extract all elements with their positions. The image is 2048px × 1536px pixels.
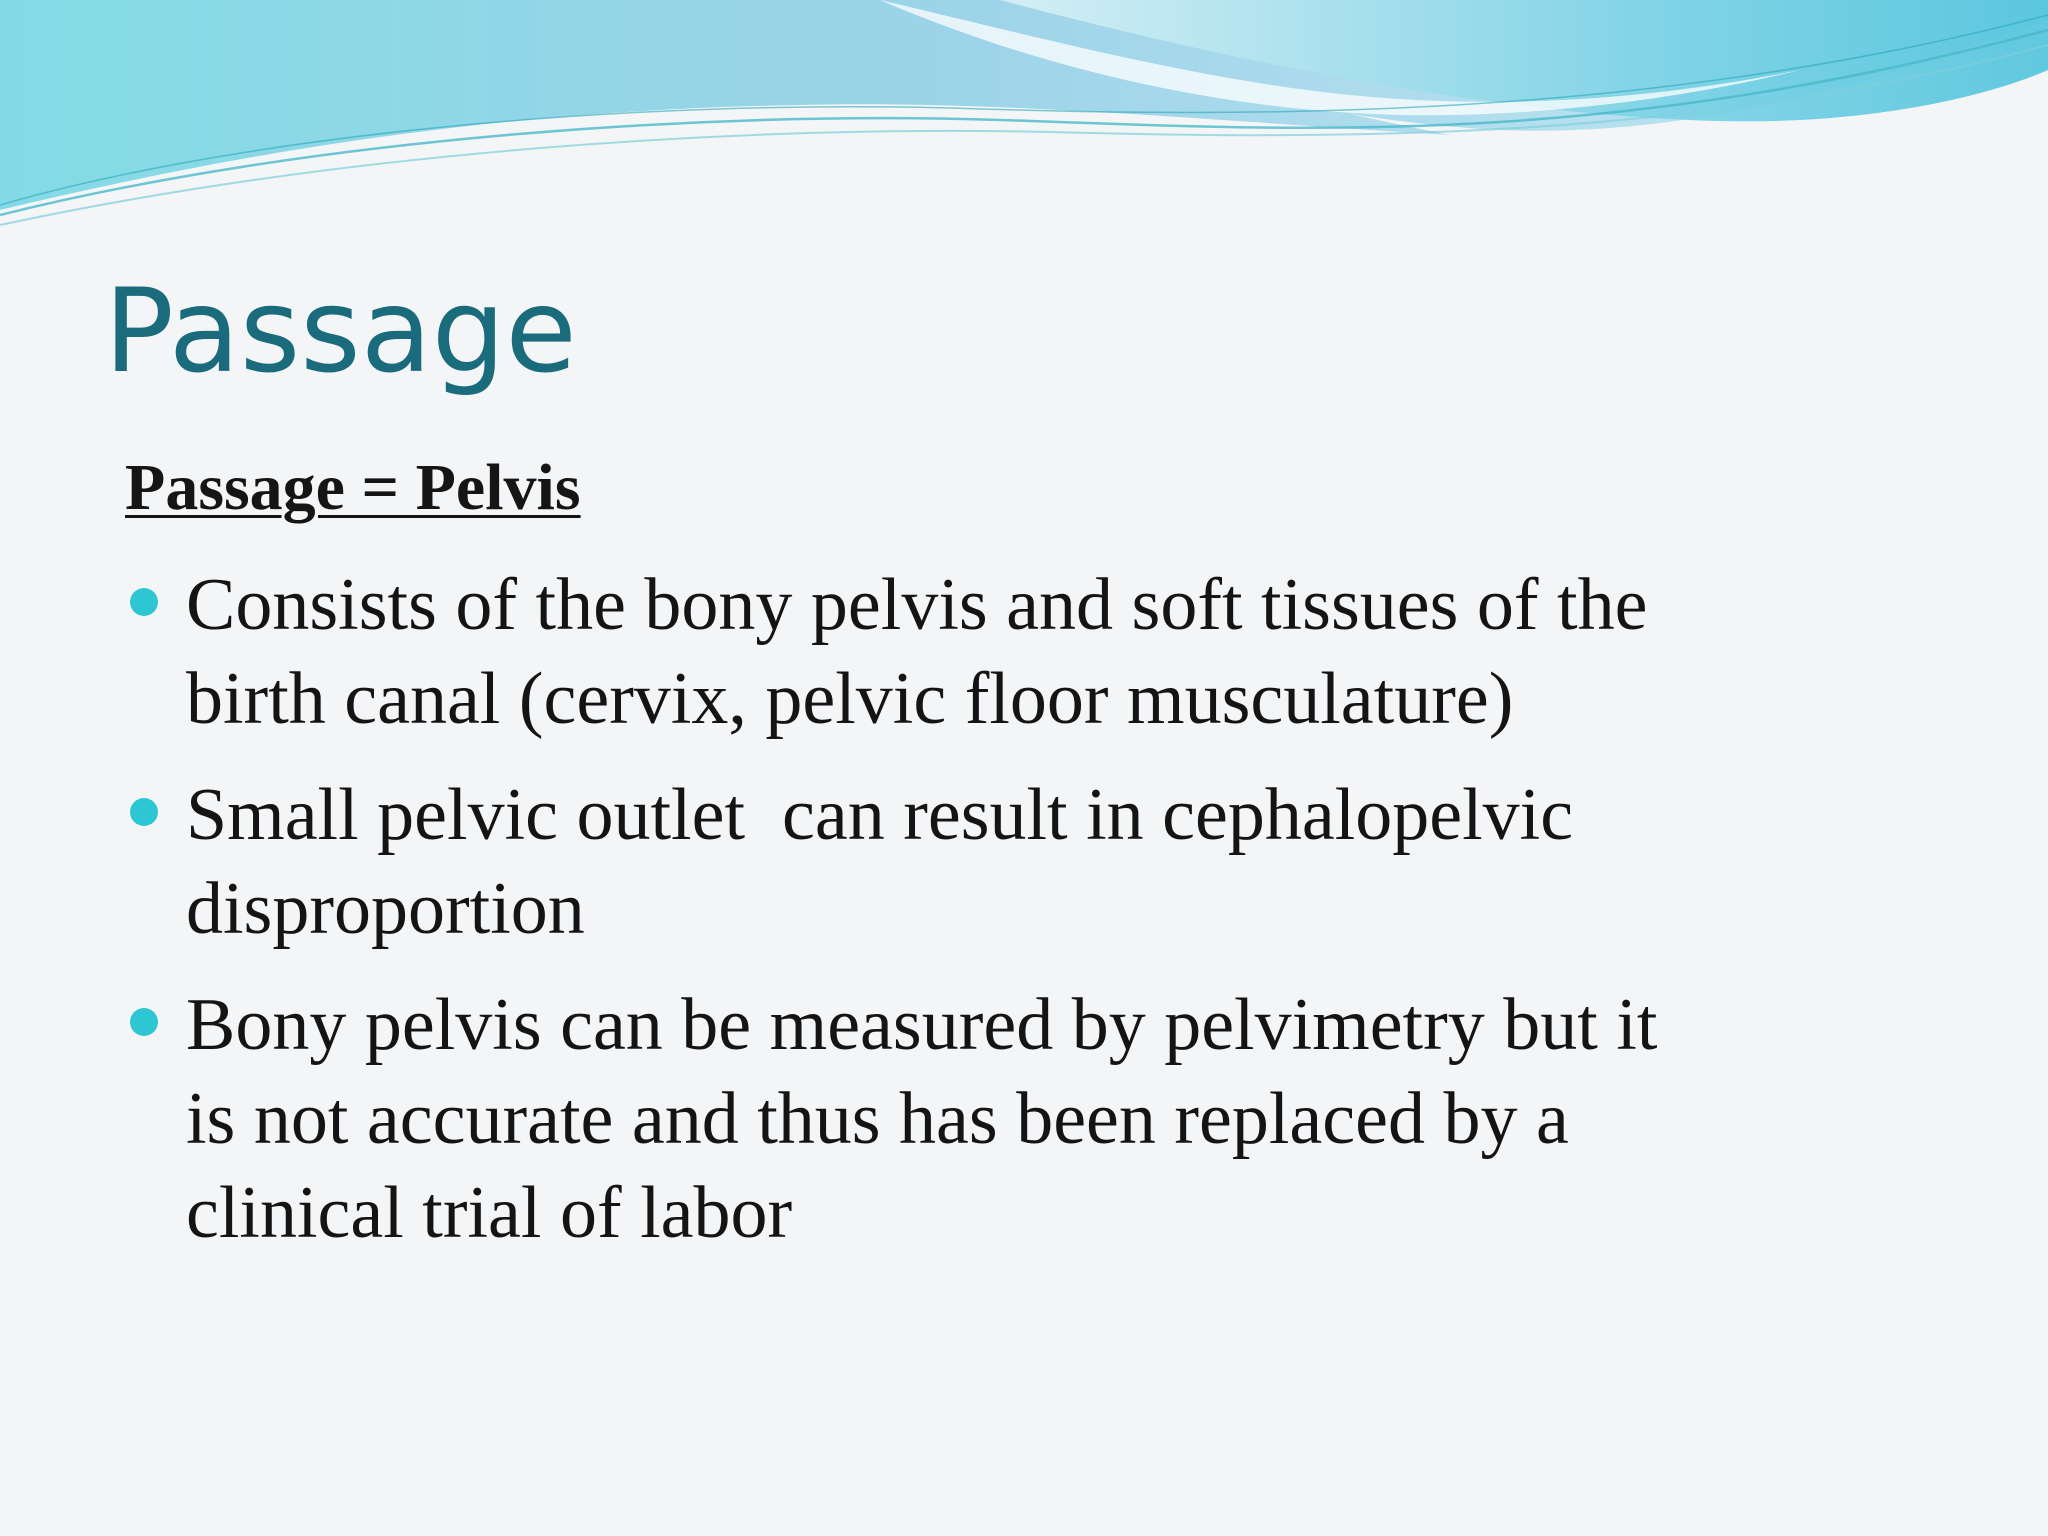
bullet-dot-icon: [130, 1008, 158, 1036]
bullet-item: [130, 558, 1930, 746]
bullet-item: [130, 768, 1930, 956]
wave-banner-decoration: [0, 0, 2048, 240]
bullet-text: Bony pelvis can be measured by pelvimetry but it is not accurate and thus has been replaced by a clinical trial of labor: [186, 984, 1658, 1254]
slide-subheading: Passage = Pelvis: [125, 451, 581, 524]
bullet-text: Consists of the bony pelvis and soft tissues of the birth canal (cervix, pelvic floor musculature): [186, 564, 1648, 740]
bullet-dot-icon: [130, 798, 158, 826]
slide-title: Passage: [104, 264, 577, 399]
bullet-text: Small pelvic outlet can result in cephalopelvic disproportion: [186, 774, 1574, 950]
bullet-item: [130, 978, 1930, 1260]
bullet-list: [130, 558, 1930, 1282]
bullet-dot-icon: [130, 588, 158, 616]
